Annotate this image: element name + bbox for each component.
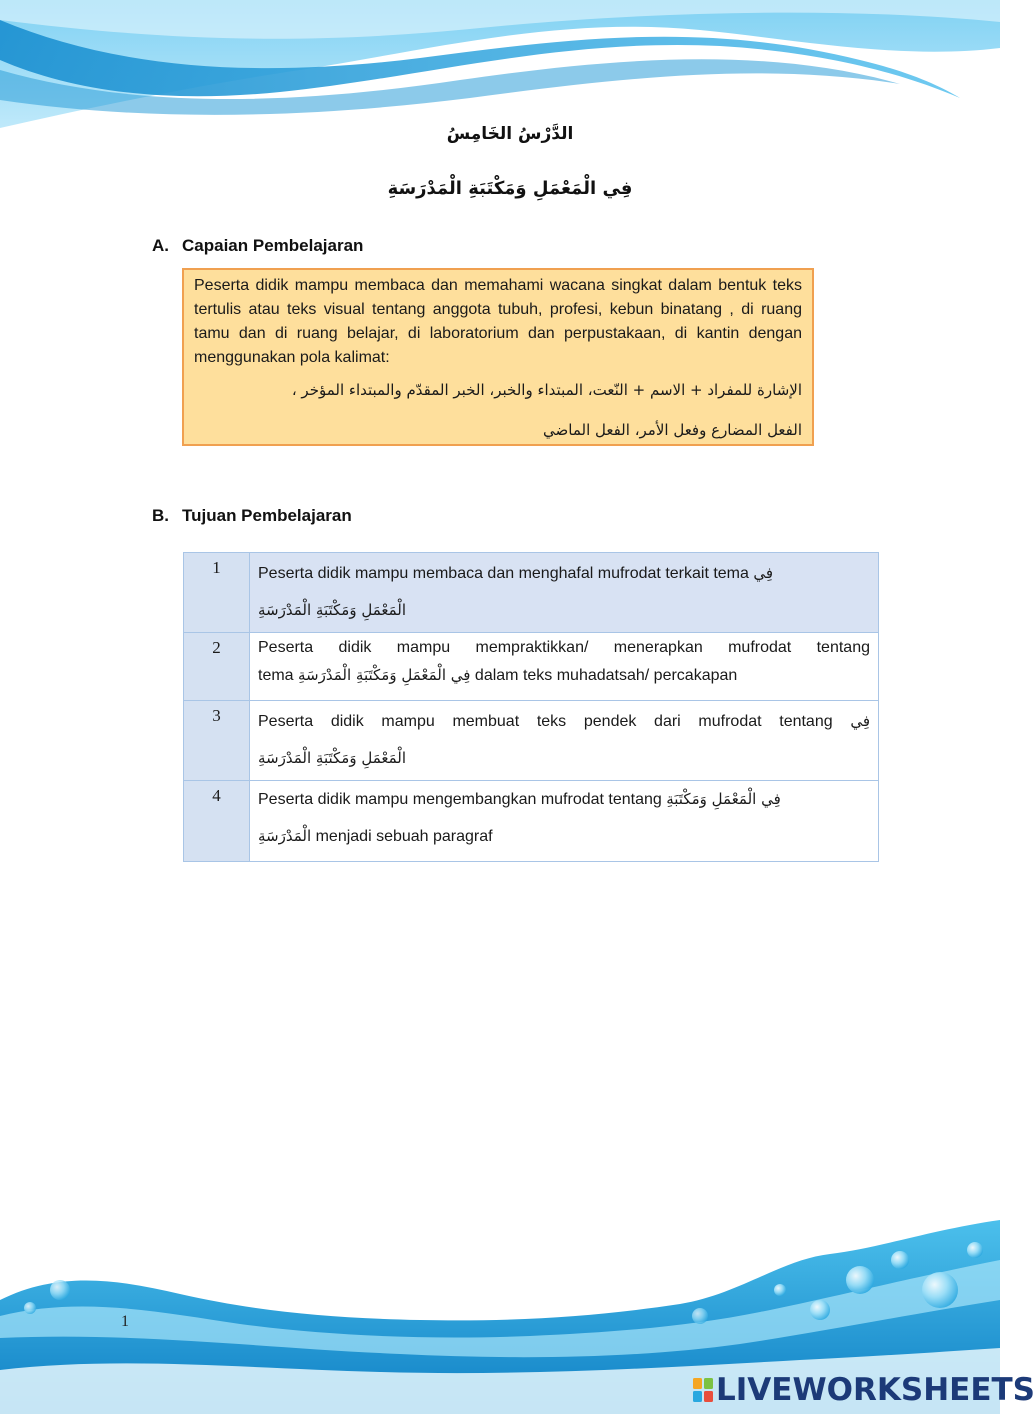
lesson-title: الدَّرْسُ الخَامِسُ [446,124,574,144]
objective-text: Peserta didik mampu membaca dan menghafal mufrodat terkait tema [258,565,754,582]
objective-arabic: فِي [753,564,774,582]
objective-text: Peserta didik mampu mempraktikkan/ menerapkan mufrodat tentang [258,639,870,656]
learning-outcome-text: Peserta didik mampu membaca dan memahami wacana singkat dalam bentuk teks tertulis atau teks visual tentang anggota tubuh, profesi, kebun binatang , di ruang tamu dan di ruang belajar, di laboratorium dan perpustakaan, di kantin dengan menggunakan pola kalimat: [194,277,802,366]
objective-arabic: الْمَعْمَلِ وَمَكْتَبَةِ الْمَدْرَسَةِ [258,749,407,767]
row-number: 2 [184,633,250,701]
section-b-heading [152,506,352,526]
row-number: 3 [184,701,250,781]
objective-line [258,661,870,690]
objective-text: Peserta didik mampu mengembangkan mufrodat tentang [258,791,667,808]
table-row [184,781,879,862]
learning-objectives-table [183,552,879,862]
objective-cell [250,633,879,701]
row-number: 4 [184,781,250,862]
objective-line [258,586,870,623]
objective-arabic: فِي الْمَعْمَلِ وَمَكْتَبَةِ [666,790,781,808]
objective-arabic: الْمَعْمَلِ وَمَكْتَبَةِ الْمَدْرَسَةِ [258,601,407,619]
objective-cell [250,553,879,633]
learning-outcome-arabic-line-2: الفعل المضارع وفعل الأمر، الفعل الماضي [543,421,802,439]
learning-outcome-box [182,268,814,446]
page-number: 1 [121,1313,129,1330]
objective-line [258,781,870,812]
objective-cell [250,701,879,781]
lesson-subtitle: فِي الْمَعْمَلِ وَمَكْتَبَةِ الْمَدْرَسَةِ [387,178,633,199]
section-a-title: Capaian Pembelajaran [182,236,364,255]
liveworksheets-logo-icon [692,1377,714,1403]
objective-line [258,734,870,771]
objective-cell [250,781,879,862]
table-row [184,633,879,701]
objective-text: Peserta didik mampu membuat teks pendek dari mufrodat tentang [258,713,851,730]
section-a-letter: A. [152,236,169,255]
objective-text: dalam teks muhadatsah/ percakapan [470,667,738,684]
section-b-title: Tujuan Pembelajaran [182,506,352,525]
objective-arabic: فِي [850,712,870,730]
objective-line [258,701,870,734]
objective-line [258,812,870,849]
section-b-letter: B. [152,506,169,525]
liveworksheets-watermark [692,1372,1035,1408]
objective-line [258,553,870,586]
table-row [184,553,879,633]
row-number: 1 [184,553,250,633]
brand-text: LIVEWORKSHEETS [716,1372,1035,1408]
objective-text: tema [258,667,299,684]
objective-line [258,633,870,661]
objective-text: menjadi sebuah paragraf [311,828,493,845]
objective-arabic: فِي الْمَعْمَلِ وَمَكْتَبَةِ الْمَدْرَسَةِ [298,666,471,684]
objective-arabic: الْمَدْرَسَةِ [258,827,312,845]
table-row [184,701,879,781]
learning-outcome-arabic-line-1: الإشارة للمفراد + الاسم + النّعت، المبتداء والخبر، الخبر المقدّم والمبتداء المؤخر ، [291,381,802,399]
section-a-heading [152,236,363,256]
